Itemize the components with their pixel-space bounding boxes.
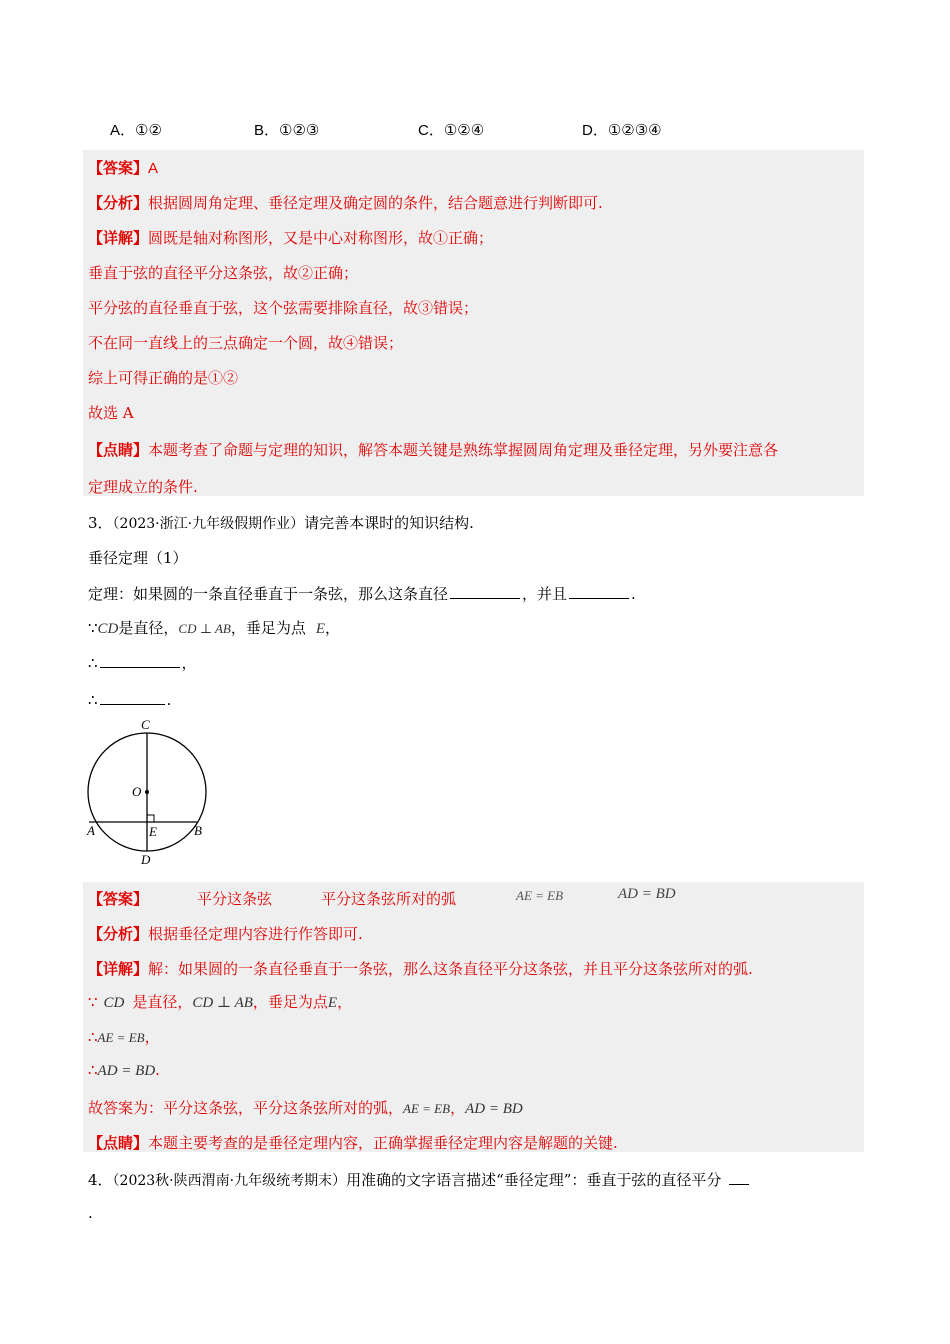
q3-ans4: AD = BD [618,886,676,902]
q3-theorem-mid: ，并且 [522,585,568,603]
q2-answer-tag: 【答案】 [88,159,149,177]
q3-sol-therefore-line2 [88,1061,160,1080]
q3-sol-therefore-line1 [88,1026,160,1047]
q3-blank-4[interactable] [100,690,165,705]
q3-sol-because-line [88,991,352,1012]
final-prefix: 故答案为：平分这条弦，平分这条弦所对的弧， [88,1099,404,1117]
sol-comma-2: ， [144,1028,160,1046]
sol-because-symbol: ∵ [88,993,98,1011]
q2-comment-line2: 定理成立的条件. [88,478,198,496]
q3-analysis-line [88,923,363,944]
option-b-letter: B． [254,122,280,139]
sol-period: . [155,1061,160,1079]
final-ad-bd: AD = BD [465,1101,523,1117]
q2-detail-text1: 圆既是轴对称图形，又是中心对称图形，故①正确； [148,229,494,247]
sol-therefore-symbol-2: ∴ [88,1061,98,1079]
q4-number: 4． [88,1171,113,1189]
option-d [582,119,662,140]
q2-analysis-text: 根据圆周角定理、垂径定理及确定圆的条件，结合题意进行判断即可. [148,194,603,212]
final-sep: ， [450,1099,466,1117]
q2-analysis-tag: 【分析】 [88,194,149,212]
q3-is-diameter: 是直径， [118,619,179,637]
sol-e: E [327,995,338,1011]
q3-therefore-line1 [88,652,197,673]
q3-comment-text: 本题主要考查的是垂径定理内容，正确掌握垂径定理内容是解题的关键. [148,1134,618,1152]
q3-ans1: 平分这条弦 [197,890,273,908]
circle-diagram [82,715,212,870]
q4-stem-text: 用准确的文字语言描述“垂径定理”：垂直于弦的直径平分 [346,1171,722,1189]
q2-detail-tag: 【详解】 [88,229,149,247]
sol-is-diameter: 是直径， [132,993,193,1011]
option-a-text: ①② [135,121,162,139]
q3-detail-text: 解：如果圆的一条直径垂直于一条弦，那么这条直径平分这条弦，并且平分这条弦所对的弧. [148,960,753,978]
q3-detail-tag: 【详解】 [88,960,149,978]
q3-final-answer-line [88,1097,523,1118]
q2-detail-line1 [88,227,493,248]
q4-end: . [88,1204,93,1222]
q3-e: E [315,621,326,637]
q3-foot-text: ，垂足为点 [230,619,306,637]
q2-answer-value: A [148,160,159,177]
q2-analysis-line [88,192,603,213]
q4-source: （2023秋·陕西渭南·九年级统考期末） [112,1173,347,1189]
q3-answer-line [88,888,148,909]
option-b-text: ①②③ [279,121,320,139]
option-c-text: ①②④ [443,121,485,139]
option-c [418,119,484,140]
q3-stem [88,512,474,533]
sol-comma: ， [337,993,353,1011]
q3-comma-2: ， [181,654,197,672]
option-a [110,119,162,140]
q4-blank[interactable] [729,1170,749,1185]
q3-answer-tag: 【答案】 [88,890,149,908]
q3-blank-3[interactable] [100,653,180,668]
label-c: C [141,717,150,732]
because-symbol: ∵ [88,619,98,637]
q3-heading: 垂径定理（1） [88,549,188,567]
q2-comment-tag: 【点睛】 [88,441,149,459]
sol-ad-bd: AD = BD [97,1063,156,1079]
q3-number: 3． [88,514,113,532]
q3-blank-1[interactable] [450,584,520,599]
q3-comma: ， [325,619,341,637]
sol-therefore-symbol-1: ∴ [88,1028,98,1046]
q3-ans3: AE = EB [516,888,564,903]
option-c-letter: C． [418,122,444,139]
q4-stem [88,1169,751,1190]
option-b [254,119,319,140]
q2-comment-line1 [88,439,778,460]
sol-ae-eb: AE = EB [97,1030,145,1045]
option-a-letter: A． [110,122,136,139]
q2-detail-line3: 平分弦的直径垂直于弦，这个弦需要排除直径，故③错误； [88,299,479,317]
label-o: O [132,784,142,799]
q3-source: （2023·浙江·九年级假期作业） [112,516,305,532]
therefore-symbol-2: ∴ [88,691,98,709]
q3-analysis-tag: 【分析】 [88,925,149,943]
label-b: B [194,823,202,838]
q3-blank-2[interactable] [569,584,629,599]
q3-analysis-text: 根据垂径定理内容进行作答即可. [148,925,363,943]
q2-detail-line6: 故选 A [88,404,134,422]
q3-period: . [166,691,172,709]
q3-cd: CD [97,621,119,637]
q3-stem-text: 请完善本课时的知识结构. [304,514,474,532]
final-ae-eb: AE = EB [403,1101,451,1116]
q2-comment-text1: 本题考查了命题与定理的知识，解答本题关键是熟练掌握圆周角定理及垂径定理，另外要注意各 [148,441,779,459]
center-dot [145,790,149,794]
q3-because-line [88,617,340,638]
therefore-symbol-1: ∴ [88,654,98,672]
q3-detail-line [88,958,753,979]
q3-theorem-line [88,583,636,604]
q2-detail-line2: 垂直于弦的直径平分这条弦，故②正确； [88,264,359,282]
sol-cd: CD [103,995,125,1011]
q3-theorem-prefix: 定理：如果圆的一条直径垂直于一条弦，那么这条直径 [88,585,449,603]
sol-cd-perp-ab: CD ⊥ AB [192,995,253,1011]
q3-comment-tag: 【点睛】 [88,1134,149,1152]
option-d-letter: D． [582,122,608,139]
q3-ans2: 平分这条弦所对的弧 [321,890,457,908]
q2-detail-line4: 不在同一直线上的三点确定一个圆，故④错误； [88,334,404,352]
sol-foot-text: ，垂足为点 [252,993,328,1011]
right-angle-mark [147,815,154,822]
q3-comment-line [88,1132,618,1153]
label-e: E [149,824,157,839]
option-d-text: ①②③④ [607,121,662,139]
q2-detail-line5: 综上可得正确的是①② [88,369,239,387]
q3-theorem-end: . [631,585,636,603]
q2-answer-line [88,157,158,178]
q3-cd-perp-ab: CD ⊥ AB [178,621,231,636]
label-d: D [141,852,151,867]
q3-therefore-line2 [88,690,171,709]
label-a: A [87,823,95,838]
